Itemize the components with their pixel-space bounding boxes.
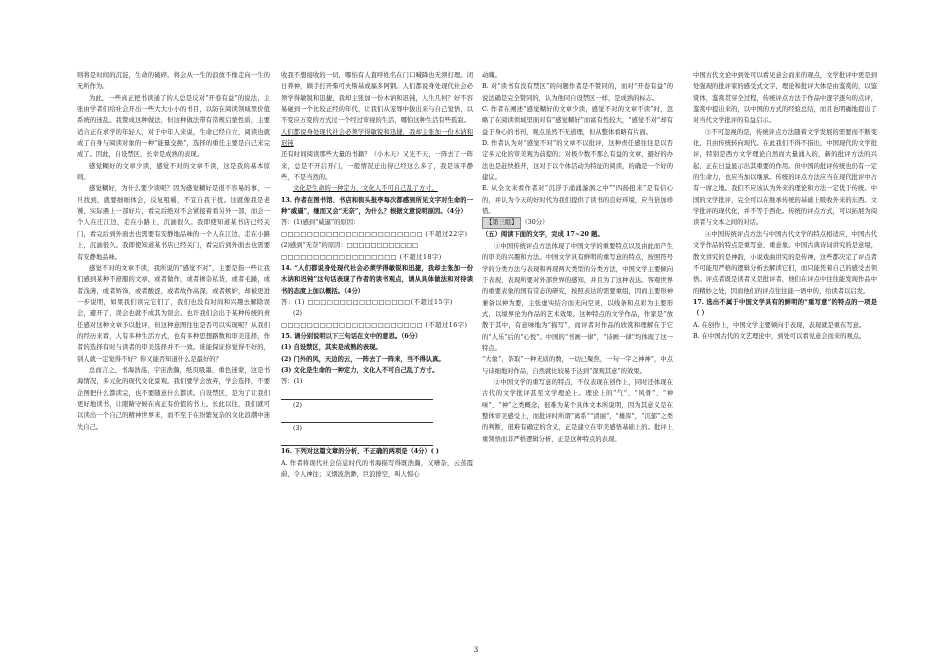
column-3 bbox=[482, 70, 673, 445]
col3-para-1b: “大象”，茶取“一种无质的数，一切已聚焦，一句一字之神神”，中点与诗细地对作品，自然就比较易于达到“深观其意”的效果。 bbox=[482, 356, 673, 375]
q15-answer-line-2[interactable] bbox=[281, 411, 433, 423]
col3-para-1: ①中国传统评点方法体现了中国文学的重要特点以及由此而产生的审美的兴趣和方法。中国文学具有鲜明的重写意的特点，按照符号学的分类方法与表现和再现两大类型的分类方法，中国文学主要倾向于表现，表现所要对外部世界的感知，并且为了这种表达。客观世界的重要表象的国有常态的研究，按照表达的需要重组，因而主要形神兼备以神为要，主张虚实结合而无向空灵，以线条和点彩为主要形式，以境界论为作品的艺术效果。这种特点的文学作品，作家是“放散于其中，有意味地为“描写”，而评者对作品的欣赏和理解在于它的“人乐”后的“心悦”。中国的“书画一律”，“诗画一律”均体现了这一特点。 bbox=[482, 242, 673, 352]
col1-para-4: 感觉糊好，为什么要少读呢？因为感觉糊好是很不容易的事，一旦找到，就要细细体会，反复咀嚼，不宜自我干扰。这就像我是老饕，实际遇上一部好片，看完后绝对不会紧接着看另外一部，而会一个人在庄江边，走在小路上，沉湎很久。我即使知道某书店已经关门，看完后到外面去也需要有安静地品味的一个人在江边，走在小路上，沉湎很久。我即使知道某书店已经关门，看完后到外面去也需要有安静地品味。 bbox=[77, 185, 270, 261]
col2-top-underline: 人们都说身处现代社会必须学得敏锐和迅捷，我却主张加一份木讷和迟钝 bbox=[281, 128, 473, 148]
col3-top: 动魄。 bbox=[482, 72, 501, 79]
q16-option-d: D. 作者认为对“感觉不对”的文章不以批评，这种责任感往往是以否定多元化的审美观为前提的；对极少数不那么有益的文章，避好的办法也是赶快推开，这对于以个体活动为特征的阅读，的确是一个好的建议。 bbox=[482, 140, 673, 182]
group-tag: 【第三组】 bbox=[482, 217, 521, 229]
col1-para-1: 则将是时间的沉淀，生命的破碎。将会从一生的浪放不像走向一生的无所作为。 bbox=[77, 72, 270, 91]
col1-para-5: 感觉不对的文章不读，我所说的“感觉不对”，主要是指一些让我们感到某种不舒服的文章，或者做作，或者掺杂私货，或者毛躁，或者浅薄，或者矫饰，或者酸涩，或者故作高深，或者嫉妒，却被更进一步说明，如果我们读完它们了，我们也没有时间和兴趣去解除误会，避开了，误会也就不成其为误会。也许我们会出于某种传统的责任感对这种文章予以批评，但这种意图往往是否可以实现呢？从我们的经历来看，人有多种生活方式，也有多种思想路数和审美选择，作者的选择有时与读者的审美选择并不一致。谁能保证你觉得不好的，别人就一定觉得不好？你又能否知道什么是最好的？ bbox=[77, 264, 270, 363]
q16-option-c: C. 作者在阐述“感觉糊好的文章少读，感觉不对的文章不读”时，忽略了在阅读领域里面对有“感觉糊好”而富有性较大，“感觉不对”却有益于身心的书刊，观点虽然不无道理，但从整体看略有片面。 bbox=[482, 106, 673, 136]
column-2 bbox=[281, 70, 473, 480]
q13-answer-1-boxes[interactable]: □□□□□□□□□□□□□□□□□□□□□□ (不超过22字) bbox=[281, 230, 468, 238]
col1-para-3: 感觉糊好的文章少读，感觉不对的文章不读，这是我的基本原则。 bbox=[77, 162, 270, 182]
question-14: 14. “人们都说身处现代社会必须学得敏锐和迅捷，我却主张加一份木讷和迟钝”这句话表现了作者的读书观点，请从具体做法和对待读书的态度上加以概括。（4分） bbox=[281, 264, 473, 295]
column-1 bbox=[77, 70, 270, 433]
q14-answer-1[interactable]: 答：(1) □□□□□□□□□□□□□□□□(不超过15字) bbox=[281, 298, 453, 306]
q13-answer-2-boxes[interactable]: □□□□□□□□□□□□□□□□□□ (不超过18字) bbox=[281, 253, 442, 261]
col2-top-tail: 还有时间阅读那些大量的书籍？（小木天）又光不天，一阵去了一阵来，总是不开启开门，一般情况迁出得已经这么多了，我是该平静些，不是当然的。 bbox=[281, 151, 473, 182]
q14-answer-2-boxes[interactable]: □□□□□□□□□□□□□□□□□□□□□□ (不超过16字) bbox=[281, 321, 468, 329]
col3-para-2: ②中国文学的重写意的特点，不仅表现在创作上，同时还体现在古代的文学批评甚至文学理论上。理论上的“气”、“风骨”、“神味”、“神”之类概念，很难为某个具体文本所说明，因为其意义是在整体审美感受上，而批评时所谓“离系”“清丽”，“雄浑”，“沉郁”之类的判断，很难有确定的含义，正是建立在审美感悟基础上的。批评上重领悟而非严格逻辑分析，正是这种特点的表现。 bbox=[482, 378, 673, 443]
q15-answer-line-1[interactable] bbox=[281, 388, 433, 400]
q13-answer-1: 答：(1)感到“威逼”的原因： bbox=[281, 219, 360, 227]
page-number: 3 bbox=[473, 646, 479, 654]
q15-answer-line-3[interactable] bbox=[281, 434, 433, 446]
q16-option-b: B. 对“读书有没有禁区”的问题作者是不赞同的，而对“开卷有益”的说法确是完全赞同的，认为他同自设禁区一样，是成熟的标志。 bbox=[482, 83, 673, 102]
q15-answer-2: (2) bbox=[293, 401, 302, 409]
column-4 bbox=[693, 70, 877, 342]
col2-sub-underline: 文化是生命的一种定力，文化人不可自己乱了方寸。 bbox=[293, 185, 438, 193]
question-15: 15. 请分别说明以下三句话在文中的意思。（6分） bbox=[281, 332, 422, 340]
q17-option-b: B. 在中国古代的文艺理论中，到处可以看见意会而来的观点。 bbox=[693, 332, 866, 340]
q15-item-2: (2) 门外的风，天边的云，一阵去了一阵来，当不得认真。 bbox=[281, 355, 445, 363]
col1-para-2: 为此，一些真正把书读通了的人总是反对“开卷有益”的说法，主张由学者们给社会开出一些大大小小的书目，以防在阅读领域里价值系统的迷乱。我赞成这种做法，但这种做法带有常规启蒙性质，主要适合正在求学的年轻人，对于中年人来说，生命已经自立，阅读也就成了自身与阅读对象的一种“能量交换”，选择的重任主要是自己来完成了。因此，自设禁区，长幸是成熟的表现。 bbox=[77, 94, 270, 159]
q15-answer-3: (3) bbox=[293, 424, 302, 432]
q15-item-3: (3) 文化是生命的一种定力，文化人不可自己乱了方寸。 bbox=[281, 366, 439, 374]
q17-option-a: A. 在创作上，中国文学主要倾向于表现，表现就是重在写意。 bbox=[693, 321, 866, 329]
group-header bbox=[482, 217, 673, 229]
q16-option-a: A. 作者将现代社会信息时代的书海描写得既浩瀚，又嘈杂，云蒸霞蔚，令人神往；又烟波浩渺，巨浪排空，叫人惊心 bbox=[281, 459, 473, 478]
q15-answer-1: 答：(1) bbox=[281, 378, 303, 386]
q13-answer-2[interactable]: (2)感到“无奈”的原因：□□□□□□□□□□□□ bbox=[281, 242, 419, 250]
col2-top-para: 收我不想接收的一切，哪怕有人直呼姓名在门口喊降也无须打理。闭日养神，顾手打开柴可夫斯基或福多阿钢。人们都说身处现代社会必须学得敏锐和迅捷，我却主张加一份木讷和迟钝，人生几何？好不容易碰到一个比较正经的年代，让我们从宠辱中拔出来与自己觉悟，以不变应万变的方式过一个经过审视的生活，哪怕这种生活有些孤寂。 bbox=[281, 72, 473, 125]
section-title: （五）阅读下面的文字，完成 17~20 题。 bbox=[482, 231, 604, 239]
col4-para-4: ④中国传统评点方法与中国古代文学的特点相适应，中国古代文学作品的特点是重写意、重意象。中国古典诗词讲究的是意境，散文讲究的是神韵，小说戏曲讲究的是传神，这些都决定了评点者不可能用严格的逻辑分析去解读它们，而只能凭着自己的感受去领悟。评点者既是读者又是批评者，他们在评点中往往能发现作品中的精妙之处，因而他们的评点往往能一语中的，给读者以启发。 bbox=[693, 230, 877, 295]
col1-para-6: 总而言之，书海浩荡，宇宙浩瀚，纸页吸墨，重色迷蒙，这是书海情况，多元化的现代文化景观。我们要学会放弃，学会选择，不要企图把什么都读完，也不要随意什么都读。自设禁区，是为了让我们更好地读书，让眼睛守候在真正有价值的书上。长此以往，我们就可以读出一个自己的精神世界来，而不至于在纷繁复杂的文化浪潮中迷失自己。 bbox=[77, 366, 270, 431]
group-score: （30分） bbox=[521, 219, 549, 227]
col4-para-3: ③不可忽视的是，传统评点方法随着文学发展的需要而不断变化，且由传统转向现代。在此我们不得不指出，中国现代的文学批评，特别是西方文学理论自然而大量涌入的，新的批评方法的兴起，正在日益显示出其重要的作用。但中国的批评传统也仍有一定的生命力，也应当加以继承。传统的评点方法应当在现代批评中占有一席之地。我们不应该认为外来的理论和方法一定优于传统。中国的文学批评，完全可以在继承传统的基础上吸收外来的东西。文学批评的现代化，并不等于西化。传统的评点方式，可以拓展为阅读者与文本之间的对话。 bbox=[693, 128, 877, 227]
question-17: 17. 选出不属于中国文学具有的鲜明的“重写意”的特点的一项是（ ） bbox=[693, 298, 877, 318]
question-16: 16. 下列对这篇文章的分析，不正确的两项是（4分）( ) bbox=[281, 448, 439, 456]
q14-answer-2: (2) bbox=[293, 310, 302, 318]
question-13: 13. 作者在图书馆、书店和街头报亭每次都感到所见文字对生命的一种“威逼”，继而又会“无奈”，为什么？根据文意说明原因。（4分） bbox=[281, 196, 473, 216]
col4-para-1: 中国古代文论中到处可以看见意会而来的观点，文学批评中更是到处强现的批评家的感受式文字，理论和批评大体是由鉴赏的，以鉴赏体，鉴赏贯穿全过程，传统评点方法于作品中逐字逐句的点评，鉴赏中提出来的，以中国的方式的经验总结，而且也明确地提出了对当代文学批评的有益启示。 bbox=[693, 72, 877, 125]
q16-option-e: E. 从全文来看作者对“沉浮于涌涌漩涡之中”“四扬扭来”是有信心的，并认为今天的好时代为我们提供了读书的良好环境，应当倍加珍惜。 bbox=[482, 185, 673, 216]
q15-item-1: (1) 自设禁区，其实是成熟的表现。 bbox=[281, 344, 382, 352]
